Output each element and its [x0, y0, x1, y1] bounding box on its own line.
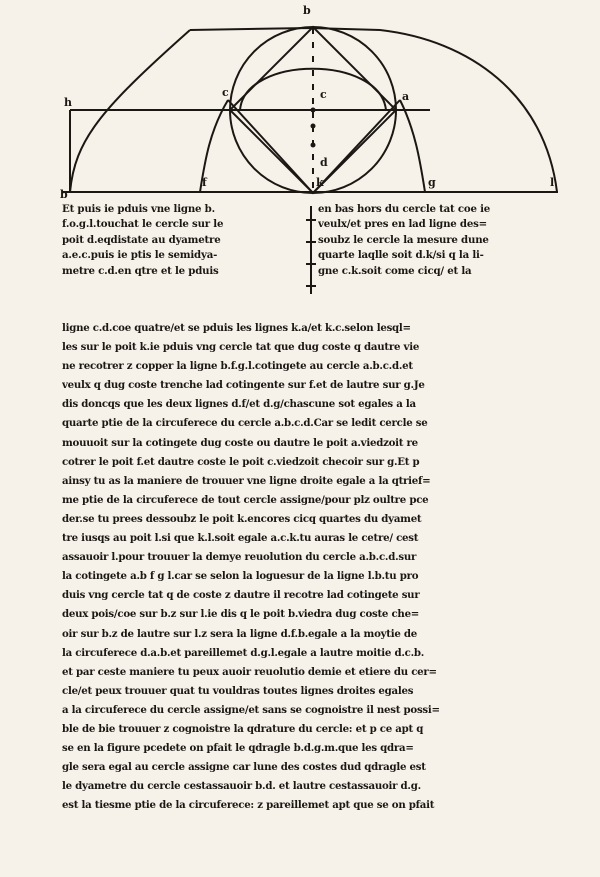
text-line: deux pois/coe sur b.z sur l.ie dis q le poit b.viedra dug coste che= [62, 608, 420, 621]
text-column-left [62, 202, 302, 279]
text-line: duis vng cercle tat q de coste z dautre il recotre lad cotingete sur [62, 589, 420, 602]
text-line: poit d.eqdistate au dyametre [62, 233, 221, 246]
text-line: ble de bie trouuer z cognoistre la qdrature du cercle: et p ce apt q [62, 722, 424, 735]
text-line: assauoir l.pour trouuer la demye reuolution du cercle a.b.c.d.sur [62, 551, 417, 564]
text-line: en bas hors du cercle tat coe ie [318, 203, 491, 215]
text-line: se en la figure pcedete on pfait le qdragle b.d.g.m.que les qdra= [62, 742, 414, 755]
label-a: a [402, 90, 410, 103]
text-line: cotrer le poit f.et dautre coste le poit c.viedzoit checoir sur g.Et p [62, 455, 420, 468]
label-f: f [202, 176, 207, 189]
line-k-c [228, 100, 313, 193]
label-h: h [64, 96, 72, 109]
text-line: le dyametre du cercle cestassauoir b.d. et lautre cestassauoir d.g. [62, 780, 421, 793]
label-c-center: c [320, 88, 327, 101]
text-line: les sur le poit k.ie pduis vng cercle tat que dug coste q dautre vie [62, 341, 420, 354]
label-b-top: b [303, 4, 311, 17]
label-l: l [550, 176, 555, 189]
label-d: d [320, 156, 328, 169]
top-line [190, 28, 380, 30]
text-line: me ptie de la circuferece de tout cercle assigne/pour plz oultre pce [62, 493, 429, 506]
text-line: Et puis ie pduis vne ligne b. [62, 203, 215, 215]
text-line: f.o.g.l.touchat le cercle sur le [62, 218, 224, 231]
text-line: der.se tu prees dessoubz le poit k.encores cicq quartes du dyamet [62, 512, 422, 525]
rectangle-h [70, 110, 430, 192]
text-column-right [318, 202, 568, 279]
text-line: la cotingete a.b f g l.car se selon la loguesur de la ligne l.b.tu pro [62, 570, 419, 583]
text-line: a.e.c.puis ie ptis le semidya- [62, 249, 218, 262]
body-text [62, 319, 570, 815]
text-line: est la tiesme ptie de la circuferece: z pareillemet apt que se on pfait [62, 799, 435, 812]
geometric-figure [0, 0, 600, 205]
text-line: metre c.d.en qtre et le pduis [62, 264, 219, 277]
arc-g [400, 100, 425, 192]
text-line: quarte laqlle soit d.k/si q la li- [318, 249, 484, 262]
text-line: soubz le cercle la mesure dune [318, 233, 489, 246]
text-line: gne c.k.soit come cicq/ et la [318, 264, 472, 277]
column-divider-marks [304, 202, 318, 298]
text-line: quarte ptie de la circuferece du cercle a.b.c.d.Car se ledit cercle se [62, 417, 428, 430]
text-line: gle sera egal au cercle assigne car lune des costes dud qdragle est [62, 761, 426, 774]
text-line: veulx q dug coste trenche lad cotingente sur f.et de lautre sur g.Je [62, 379, 425, 392]
label-c-left: c [222, 86, 229, 99]
text-line: oir sur b.z de lautre sur l.z sera la ligne d.f.b.egale a la moytie de [62, 627, 417, 640]
text-line: et par ceste maniere tu peux auoir reuolutio demie et etiere du cer= [62, 665, 437, 678]
label-g: g [428, 176, 436, 189]
text-line: mouuoit sur la cotingete dug coste ou dautre le poit a.viedzoit re [62, 436, 418, 449]
text-line: dis doncqs que les deux lignes d.f/et d.g/chascune sot egales a la [62, 398, 416, 411]
text-line: tre iusqs au poit l.si que k.l.soit egale a.c.k.tu auras le cetre/ cest [62, 532, 419, 545]
text-line: a la circuferece du cercle assigne/et sans se cognoistre il nest possi= [62, 703, 440, 716]
text-line: la circuferece d.a.b.et pareillemet d.g.l.egale a lautre moitie d.c.b. [62, 646, 425, 659]
label-b-bottom: b [60, 188, 68, 201]
label-k: k [316, 176, 324, 189]
text-line: ligne c.d.coe quatre/et se pduis les lignes k.a/et k.c.selon lesql= [62, 322, 411, 334]
text-line: veulx/et pres en lad ligne des= [318, 218, 488, 231]
text-line: ainsy tu as la maniere de trouuer vne ligne droite egale a la qtrief= [62, 474, 431, 487]
text-line: ne recotrer z copper la ligne b.f.g.l.cotingete au cercle a.b.c.d.et [62, 360, 413, 373]
text-line: cle/et peux trouuer quat tu vouldras toutes lignes droites egales [62, 684, 414, 697]
